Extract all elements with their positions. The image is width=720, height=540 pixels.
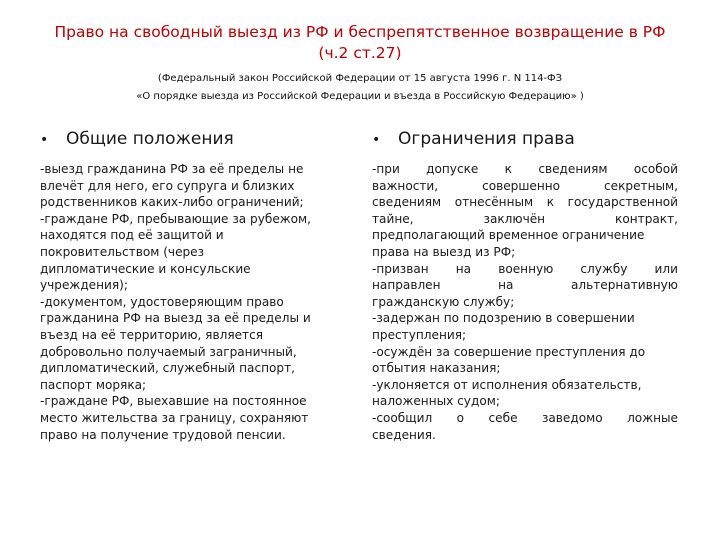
bullet-icon: • [40,132,49,148]
slide-title [40,22,680,64]
text-line: влечёт для него, его супруга и близких [40,178,295,193]
general-provisions-heading [40,128,340,151]
text-line: предполагающий временное ограничение [372,228,645,243]
text-line: наложенных судом; [372,394,500,409]
bullet-icon: • [372,132,381,148]
text-line: -задержан по подозрению в совершении [372,311,635,326]
text-line: место жительства за границу, сохраняют [40,410,309,425]
text-line: -призван на военную службу или [372,261,678,276]
text-line: тайне, заключён контракт, [372,211,678,226]
text-line: -граждане РФ, пребывающие за рубежом, [40,211,312,226]
text-line: покровительством (через [40,244,205,259]
heading-text: Ограничения права [398,129,575,149]
text-line: паспорт моряка; [40,377,147,392]
text-line: право на получение трудовой пенсии. [40,427,286,442]
text-line: -выезд гражданина РФ за её пределы не [40,162,304,176]
text-line: преступления; [372,327,467,342]
restrictions-heading [372,128,678,151]
general-provisions-column [40,128,340,443]
text-line: -граждане РФ, выехавшие на постоянное [40,394,307,409]
text-line: сведения. [372,427,436,442]
text-line: важности, совершенно секретным, [372,178,678,193]
restrictions-column [372,128,678,443]
law-reference-line-2: «О порядке выезда из Российской Федерации и въезда в Российскую Федерацию» ) [136,91,584,102]
text-line: гражданина РФ на выезд за её пределы и [40,311,311,326]
law-reference [40,70,680,106]
title-line-1: Право на свободный выезд из РФ и беспрепятственное возвращение в РФ [54,23,666,41]
text-line: родственников каких-либо ограничений; [40,195,304,210]
heading-text: Общие положения [66,129,234,149]
text-line: -при допуске к сведениям особой [372,162,678,176]
text-line: -осуждён за совершение преступления до [372,344,646,359]
text-line: направлен на альтернативную [372,278,678,293]
text-line: права на выезд из РФ; [372,244,516,259]
text-line: учреждения); [40,278,128,293]
text-line: -сообщил о себе заведомо ложные [372,410,678,425]
general-provisions-text [40,161,340,443]
text-line: находятся под её защитой и [40,228,224,243]
text-line: отбытия наказания; [372,361,501,376]
text-line: въезд на её территорию, является [40,327,264,342]
text-line: -уклоняется от исполнения обязательств, [372,377,642,392]
text-line: сведениям отнесённым к государственной [372,195,678,210]
law-reference-line-1: (Федеральный закон Российской Федерации от 15 августа 1996 г. N 114-ФЗ [157,73,563,84]
text-line: -документом, удостоверяющим право [40,294,284,309]
text-line: дипломатический, служебный паспорт, [40,361,295,376]
text-line: добровольно получаемый заграничный, [40,344,297,359]
text-line: гражданскую службу; [372,294,515,309]
restrictions-text [372,161,678,443]
text-line: дипломатические и консульские [40,261,251,276]
title-line-2: (ч.2 ст.27) [318,44,402,62]
